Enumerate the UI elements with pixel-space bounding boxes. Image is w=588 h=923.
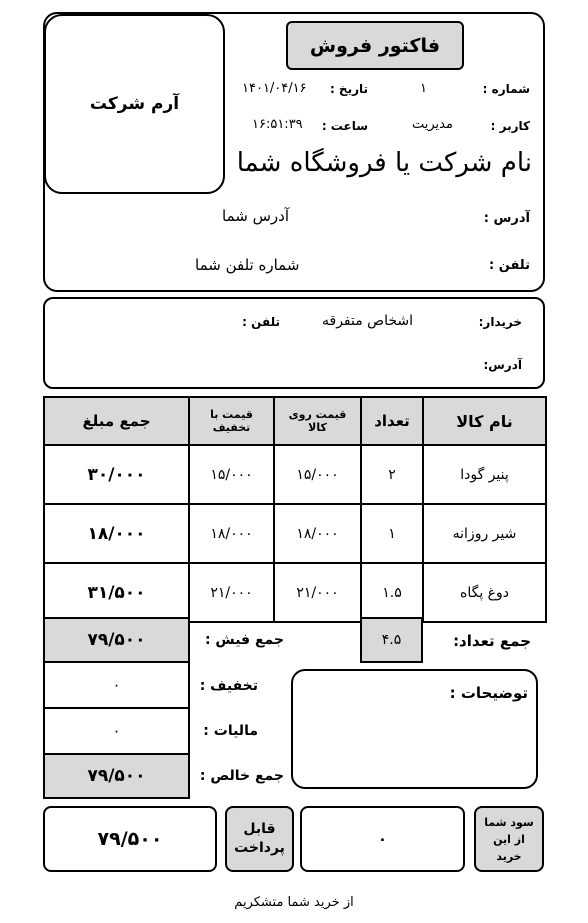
items-table xyxy=(43,396,547,623)
buyer-address-label: آدرس: xyxy=(483,358,522,372)
net-value: ۷۹/۵۰۰ xyxy=(43,753,190,799)
invoice-title: فاکتور فروش xyxy=(286,21,464,70)
buyer-label: خریدار: xyxy=(478,315,522,329)
payable-value: ۷۹/۵۰۰ xyxy=(43,806,217,872)
row-disc-price: ۱۵/۰۰۰ xyxy=(189,445,274,504)
row-name: پنیر گودا xyxy=(423,445,546,504)
tax-value: ۰ xyxy=(43,707,190,755)
header-qty: تعداد xyxy=(361,397,423,445)
row-list-price: ۲۱/۰۰۰ xyxy=(274,563,361,622)
company-name: نام شرکت یا فروشگاه شما xyxy=(236,148,532,178)
tax-label: مالیات : xyxy=(203,723,258,739)
row-disc-price: ۲۱/۰۰۰ xyxy=(189,563,274,622)
date-label: تاریخ : xyxy=(329,82,368,96)
count-label: جمع تعداد: xyxy=(453,632,531,650)
number-value: ۱ xyxy=(420,81,427,96)
row-disc-price: ۱۸/۰۰۰ xyxy=(189,504,274,563)
time-label: ساعت : xyxy=(321,119,368,133)
header-name: نام کالا xyxy=(423,397,546,445)
row-list-price: ۱۵/۰۰۰ xyxy=(274,445,361,504)
user-label: کاربر : xyxy=(490,119,530,133)
phone-value: شماره تلفن شما xyxy=(195,256,300,274)
buyer-box xyxy=(43,297,545,389)
table-row xyxy=(44,445,546,504)
header-disc-price: قیمت با تخفیف xyxy=(189,397,274,445)
invoice-sum-label: جمع فیش : xyxy=(204,632,284,648)
user-value: مدیریت xyxy=(412,117,453,132)
row-qty: ۱.۵ xyxy=(361,563,423,622)
buyer-phone-label: تلفن : xyxy=(242,315,280,329)
count-value: ۴.۵ xyxy=(360,617,423,663)
row-name: دوغ پگاه xyxy=(423,563,546,622)
table-row xyxy=(44,563,546,622)
thanks-message: از خرید شما متشکریم xyxy=(234,895,354,910)
profit-value: ۰ xyxy=(300,806,465,872)
discount-label: تخفیف : xyxy=(199,678,258,694)
address-value: آدرس شما xyxy=(222,207,289,225)
date-value: ۱۴۰۱/۰۴/۱۶ xyxy=(242,81,307,96)
number-label: شماره : xyxy=(482,82,530,96)
row-qty: ۲ xyxy=(361,445,423,504)
buyer-value: اشخاص متفرقه xyxy=(322,313,414,329)
row-qty: ۱ xyxy=(361,504,423,563)
header-total: جمع مبلغ xyxy=(44,397,189,445)
row-total: ۱۸/۰۰۰ xyxy=(44,504,189,563)
discount-value: ۰ xyxy=(43,661,190,709)
row-total: ۳۰/۰۰۰ xyxy=(44,445,189,504)
net-label: جمع خالص : xyxy=(199,768,284,784)
invoice-sum-value: ۷۹/۵۰۰ xyxy=(43,617,190,663)
phone-label: تلفن : xyxy=(489,258,530,273)
row-list-price: ۱۸/۰۰۰ xyxy=(274,504,361,563)
table-row xyxy=(44,504,546,563)
header-list-price: قیمت روی کالا xyxy=(274,397,361,445)
notes-label: توضیحات : xyxy=(449,684,528,702)
profit-label: سود شما از این خرید xyxy=(474,806,544,872)
row-name: شیر روزانه xyxy=(423,504,546,563)
payable-label: قابل پرداخت xyxy=(225,806,294,872)
row-total: ۳۱/۵۰۰ xyxy=(44,563,189,622)
table-header-row xyxy=(44,397,546,445)
time-value: ۱۶:۵۱:۳۹ xyxy=(252,117,303,132)
address-label: آدرس : xyxy=(483,211,530,226)
company-logo: آرم شرکت xyxy=(44,14,225,194)
